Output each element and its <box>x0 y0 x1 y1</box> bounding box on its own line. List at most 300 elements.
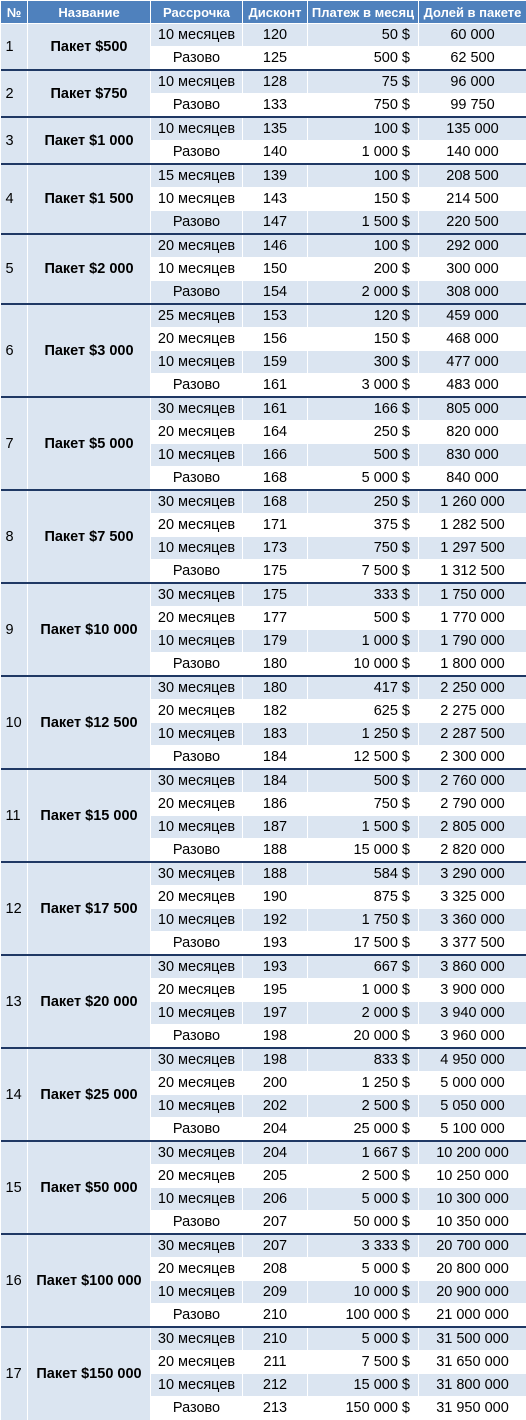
shares-count: 1 790 000 <box>419 630 526 653</box>
monthly-payment: 3 000 $ <box>308 374 419 398</box>
shares-count: 31 500 000 <box>419 1327 526 1351</box>
installment-plan: 10 месяцев <box>151 24 243 47</box>
monthly-payment: 1 667 $ <box>308 1141 419 1165</box>
discount-value: 200 <box>243 1072 308 1095</box>
monthly-payment: 5 000 $ <box>308 1188 419 1211</box>
shares-count: 805 000 <box>419 397 526 421</box>
table-row <box>1 24 526 47</box>
package-name: Пакет $12 500 <box>28 676 151 769</box>
installment-plan: 10 месяцев <box>151 444 243 467</box>
discount-value: 182 <box>243 700 308 723</box>
installment-plan: 10 месяцев <box>151 188 243 211</box>
package-name: Пакет $17 500 <box>28 862 151 955</box>
monthly-payment: 1 000 $ <box>308 979 419 1002</box>
discount-value: 184 <box>243 746 308 770</box>
installment-plan: Разово <box>151 839 243 863</box>
monthly-payment: 1 750 $ <box>308 909 419 932</box>
shares-count: 5 050 000 <box>419 1095 526 1118</box>
installment-plan: Разово <box>151 141 243 165</box>
shares-count: 483 000 <box>419 374 526 398</box>
discount-value: 210 <box>243 1304 308 1328</box>
monthly-payment: 2 000 $ <box>308 1002 419 1025</box>
shares-count: 3 940 000 <box>419 1002 526 1025</box>
table-row <box>1 234 526 258</box>
shares-count: 99 750 <box>419 94 526 118</box>
discount-value: 207 <box>243 1211 308 1235</box>
monthly-payment: 3 333 $ <box>308 1234 419 1258</box>
installment-plan: Разово <box>151 653 243 677</box>
table-row <box>1 1234 526 1258</box>
installment-plan: Разово <box>151 1211 243 1235</box>
shares-count: 20 700 000 <box>419 1234 526 1258</box>
discount-value: 198 <box>243 1048 308 1072</box>
discount-value: 173 <box>243 537 308 560</box>
discount-value: 175 <box>243 583 308 607</box>
header-row <box>1 1 526 24</box>
installment-plan: Разово <box>151 560 243 584</box>
shares-count: 2 287 500 <box>419 723 526 746</box>
discount-value: 188 <box>243 839 308 863</box>
package-name: Пакет $25 000 <box>28 1048 151 1141</box>
shares-count: 20 900 000 <box>419 1281 526 1304</box>
package-name: Пакет $150 000 <box>28 1327 151 1420</box>
package-number: 11 <box>1 769 28 862</box>
discount-value: 198 <box>243 1025 308 1049</box>
monthly-payment: 120 $ <box>308 304 419 328</box>
discount-value: 135 <box>243 117 308 141</box>
shares-count: 3 290 000 <box>419 862 526 886</box>
shares-count: 2 820 000 <box>419 839 526 863</box>
discount-value: 192 <box>243 909 308 932</box>
discount-value: 179 <box>243 630 308 653</box>
discount-value: 187 <box>243 816 308 839</box>
table-row <box>1 769 526 793</box>
header-num: № <box>1 1 28 24</box>
package-number: 10 <box>1 676 28 769</box>
shares-count: 220 500 <box>419 211 526 235</box>
discount-value: 154 <box>243 281 308 305</box>
discount-value: 209 <box>243 1281 308 1304</box>
monthly-payment: 100 000 $ <box>308 1304 419 1328</box>
shares-count: 3 960 000 <box>419 1025 526 1049</box>
shares-count: 292 000 <box>419 234 526 258</box>
discount-value: 147 <box>243 211 308 235</box>
table-row <box>1 1327 526 1351</box>
table-row <box>1 1141 526 1165</box>
shares-count: 1 312 500 <box>419 560 526 584</box>
installment-plan: 10 месяцев <box>151 1188 243 1211</box>
monthly-payment: 50 $ <box>308 24 419 47</box>
shares-count: 459 000 <box>419 304 526 328</box>
monthly-payment: 150 $ <box>308 188 419 211</box>
package-number: 4 <box>1 164 28 234</box>
monthly-payment: 300 $ <box>308 351 419 374</box>
shares-count: 20 800 000 <box>419 1258 526 1281</box>
package-number: 1 <box>1 24 28 71</box>
shares-count: 10 250 000 <box>419 1165 526 1188</box>
monthly-payment: 750 $ <box>308 793 419 816</box>
installment-plan: 20 месяцев <box>151 979 243 1002</box>
table-header <box>1 1 526 24</box>
discount-value: 208 <box>243 1258 308 1281</box>
shares-count: 31 650 000 <box>419 1351 526 1374</box>
installment-plan: 30 месяцев <box>151 955 243 979</box>
shares-count: 2 790 000 <box>419 793 526 816</box>
package-number: 5 <box>1 234 28 304</box>
shares-count: 2 805 000 <box>419 816 526 839</box>
monthly-payment: 100 $ <box>308 117 419 141</box>
package-number: 3 <box>1 117 28 164</box>
discount-value: 193 <box>243 932 308 956</box>
installment-plan: 15 месяцев <box>151 164 243 188</box>
monthly-payment: 100 $ <box>308 164 419 188</box>
table-row <box>1 117 526 141</box>
discount-value: 139 <box>243 164 308 188</box>
header-discount: Дисконт <box>243 1 308 24</box>
monthly-payment: 2 500 $ <box>308 1095 419 1118</box>
table-body <box>1 24 526 1420</box>
installment-plan: Разово <box>151 1118 243 1142</box>
installment-plan: 20 месяцев <box>151 1258 243 1281</box>
installment-plan: 10 месяцев <box>151 1095 243 1118</box>
shares-count: 21 000 000 <box>419 1304 526 1328</box>
monthly-payment: 875 $ <box>308 886 419 909</box>
installment-plan: Разово <box>151 281 243 305</box>
discount-value: 166 <box>243 444 308 467</box>
monthly-payment: 17 500 $ <box>308 932 419 956</box>
installment-plan: Разово <box>151 1025 243 1049</box>
discount-value: 156 <box>243 328 308 351</box>
monthly-payment: 833 $ <box>308 1048 419 1072</box>
table-row <box>1 304 526 328</box>
monthly-payment: 2 000 $ <box>308 281 419 305</box>
monthly-payment: 1 500 $ <box>308 211 419 235</box>
package-name: Пакет $3 000 <box>28 304 151 397</box>
installment-plan: 10 месяцев <box>151 723 243 746</box>
shares-count: 96 000 <box>419 70 526 94</box>
package-name: Пакет $7 500 <box>28 490 151 583</box>
shares-count: 3 860 000 <box>419 955 526 979</box>
shares-count: 477 000 <box>419 351 526 374</box>
installment-plan: 30 месяцев <box>151 1048 243 1072</box>
monthly-payment: 75 $ <box>308 70 419 94</box>
installment-plan: 20 месяцев <box>151 886 243 909</box>
shares-count: 60 000 <box>419 24 526 47</box>
monthly-payment: 5 000 $ <box>308 467 419 491</box>
installment-plan: 20 месяцев <box>151 1351 243 1374</box>
discount-value: 206 <box>243 1188 308 1211</box>
installment-plan: 10 месяцев <box>151 70 243 94</box>
discount-value: 168 <box>243 490 308 514</box>
installment-plan: 10 месяцев <box>151 351 243 374</box>
installment-plan: Разово <box>151 1397 243 1420</box>
installment-plan: 30 месяцев <box>151 583 243 607</box>
installment-plan: 10 месяцев <box>151 909 243 932</box>
monthly-payment: 417 $ <box>308 676 419 700</box>
installment-plan: Разово <box>151 94 243 118</box>
installment-plan: 20 месяцев <box>151 234 243 258</box>
monthly-payment: 1 250 $ <box>308 723 419 746</box>
package-name: Пакет $15 000 <box>28 769 151 862</box>
package-name: Пакет $750 <box>28 70 151 117</box>
installment-plan: 10 месяцев <box>151 630 243 653</box>
monthly-payment: 750 $ <box>308 537 419 560</box>
package-number: 7 <box>1 397 28 490</box>
discount-value: 120 <box>243 24 308 47</box>
installment-plan: 20 месяцев <box>151 1165 243 1188</box>
monthly-payment: 1 000 $ <box>308 141 419 165</box>
shares-count: 1 750 000 <box>419 583 526 607</box>
discount-value: 213 <box>243 1397 308 1420</box>
discount-value: 146 <box>243 234 308 258</box>
monthly-payment: 15 000 $ <box>308 1374 419 1397</box>
monthly-payment: 100 $ <box>308 234 419 258</box>
discount-value: 207 <box>243 1234 308 1258</box>
shares-count: 2 250 000 <box>419 676 526 700</box>
table-row <box>1 1048 526 1072</box>
monthly-payment: 750 $ <box>308 94 419 118</box>
discount-value: 184 <box>243 769 308 793</box>
discount-value: 175 <box>243 560 308 584</box>
monthly-payment: 1 500 $ <box>308 816 419 839</box>
discount-value: 186 <box>243 793 308 816</box>
shares-count: 140 000 <box>419 141 526 165</box>
installment-plan: 10 месяцев <box>151 1281 243 1304</box>
header-plan: Рассрочка <box>151 1 243 24</box>
shares-count: 3 900 000 <box>419 979 526 1002</box>
header-shares: Долей в пакете <box>419 1 526 24</box>
shares-count: 1 260 000 <box>419 490 526 514</box>
shares-count: 1 297 500 <box>419 537 526 560</box>
monthly-payment: 5 000 $ <box>308 1327 419 1351</box>
monthly-payment: 166 $ <box>308 397 419 421</box>
discount-value: 210 <box>243 1327 308 1351</box>
shares-count: 2 300 000 <box>419 746 526 770</box>
monthly-payment: 10 000 $ <box>308 1281 419 1304</box>
discount-value: 159 <box>243 351 308 374</box>
installment-plan: 30 месяцев <box>151 769 243 793</box>
package-name: Пакет $2 000 <box>28 234 151 304</box>
monthly-payment: 333 $ <box>308 583 419 607</box>
package-number: 14 <box>1 1048 28 1141</box>
monthly-payment: 12 500 $ <box>308 746 419 770</box>
shares-count: 5 000 000 <box>419 1072 526 1095</box>
table-row <box>1 955 526 979</box>
package-number: 9 <box>1 583 28 676</box>
monthly-payment: 500 $ <box>308 769 419 793</box>
header-name: Название <box>28 1 151 24</box>
shares-count: 3 325 000 <box>419 886 526 909</box>
table-row <box>1 583 526 607</box>
monthly-payment: 1 250 $ <box>308 1072 419 1095</box>
discount-value: 202 <box>243 1095 308 1118</box>
shares-count: 2 275 000 <box>419 700 526 723</box>
installment-plan: 10 месяцев <box>151 117 243 141</box>
installment-plan: Разово <box>151 932 243 956</box>
shares-count: 208 500 <box>419 164 526 188</box>
discount-value: 204 <box>243 1118 308 1142</box>
shares-count: 10 200 000 <box>419 1141 526 1165</box>
discount-value: 161 <box>243 374 308 398</box>
monthly-payment: 5 000 $ <box>308 1258 419 1281</box>
installment-plan: 30 месяцев <box>151 1327 243 1351</box>
discount-value: 171 <box>243 514 308 537</box>
discount-value: 183 <box>243 723 308 746</box>
shares-count: 1 800 000 <box>419 653 526 677</box>
installment-plan: 20 месяцев <box>151 514 243 537</box>
installment-plan: 10 месяцев <box>151 1374 243 1397</box>
discount-value: 164 <box>243 421 308 444</box>
shares-count: 3 360 000 <box>419 909 526 932</box>
installment-plan: 20 месяцев <box>151 328 243 351</box>
shares-count: 31 950 000 <box>419 1397 526 1420</box>
installment-plan: 30 месяцев <box>151 862 243 886</box>
package-name: Пакет $1 000 <box>28 117 151 164</box>
package-number: 16 <box>1 1234 28 1327</box>
shares-count: 135 000 <box>419 117 526 141</box>
header-payment: Платеж в месяц <box>308 1 419 24</box>
monthly-payment: 500 $ <box>308 444 419 467</box>
monthly-payment: 1 000 $ <box>308 630 419 653</box>
discount-value: 180 <box>243 676 308 700</box>
package-number: 2 <box>1 70 28 117</box>
package-number: 15 <box>1 1141 28 1234</box>
installment-plan: 10 месяцев <box>151 1002 243 1025</box>
discount-value: 211 <box>243 1351 308 1374</box>
installment-plan: 10 месяцев <box>151 537 243 560</box>
package-name: Пакет $500 <box>28 24 151 71</box>
installment-plan: 30 месяцев <box>151 397 243 421</box>
package-name: Пакет $5 000 <box>28 397 151 490</box>
discount-value: 125 <box>243 47 308 71</box>
installment-plan: Разово <box>151 211 243 235</box>
shares-count: 3 377 500 <box>419 932 526 956</box>
installment-plan: Разово <box>151 47 243 71</box>
table-row <box>1 676 526 700</box>
package-number: 12 <box>1 862 28 955</box>
monthly-payment: 667 $ <box>308 955 419 979</box>
discount-value: 197 <box>243 1002 308 1025</box>
shares-count: 1 282 500 <box>419 514 526 537</box>
table-row <box>1 397 526 421</box>
installment-plan: 30 месяцев <box>151 1234 243 1258</box>
monthly-payment: 150 000 $ <box>308 1397 419 1420</box>
monthly-payment: 25 000 $ <box>308 1118 419 1142</box>
discount-value: 195 <box>243 979 308 1002</box>
discount-value: 204 <box>243 1141 308 1165</box>
package-number: 6 <box>1 304 28 397</box>
monthly-payment: 10 000 $ <box>308 653 419 677</box>
discount-value: 150 <box>243 258 308 281</box>
package-name: Пакет $50 000 <box>28 1141 151 1234</box>
shares-count: 300 000 <box>419 258 526 281</box>
table-row <box>1 490 526 514</box>
table-row <box>1 70 526 94</box>
package-name: Пакет $100 000 <box>28 1234 151 1327</box>
shares-count: 214 500 <box>419 188 526 211</box>
discount-value: 193 <box>243 955 308 979</box>
package-number: 8 <box>1 490 28 583</box>
installment-plan: Разово <box>151 467 243 491</box>
shares-count: 5 100 000 <box>419 1118 526 1142</box>
installment-plan: 20 месяцев <box>151 607 243 630</box>
monthly-payment: 375 $ <box>308 514 419 537</box>
monthly-payment: 15 000 $ <box>308 839 419 863</box>
monthly-payment: 500 $ <box>308 47 419 71</box>
discount-value: 128 <box>243 70 308 94</box>
monthly-payment: 250 $ <box>308 421 419 444</box>
discount-value: 143 <box>243 188 308 211</box>
discount-value: 180 <box>243 653 308 677</box>
shares-count: 308 000 <box>419 281 526 305</box>
shares-count: 10 300 000 <box>419 1188 526 1211</box>
shares-count: 31 800 000 <box>419 1374 526 1397</box>
shares-count: 840 000 <box>419 467 526 491</box>
installment-plan: Разово <box>151 1304 243 1328</box>
discount-value: 161 <box>243 397 308 421</box>
table-row <box>1 862 526 886</box>
monthly-payment: 200 $ <box>308 258 419 281</box>
monthly-payment: 150 $ <box>308 328 419 351</box>
installment-plan: Разово <box>151 374 243 398</box>
installment-plan: 20 месяцев <box>151 1072 243 1095</box>
installment-plan: 10 месяцев <box>151 258 243 281</box>
package-number: 17 <box>1 1327 28 1420</box>
monthly-payment: 20 000 $ <box>308 1025 419 1049</box>
installment-plan: 10 месяцев <box>151 816 243 839</box>
package-name: Пакет $1 500 <box>28 164 151 234</box>
monthly-payment: 250 $ <box>308 490 419 514</box>
monthly-payment: 50 000 $ <box>308 1211 419 1235</box>
discount-value: 205 <box>243 1165 308 1188</box>
package-number: 13 <box>1 955 28 1048</box>
installment-plan: 20 месяцев <box>151 793 243 816</box>
installment-plan: 20 месяцев <box>151 421 243 444</box>
monthly-payment: 7 500 $ <box>308 560 419 584</box>
monthly-payment: 584 $ <box>308 862 419 886</box>
discount-value: 133 <box>243 94 308 118</box>
monthly-payment: 625 $ <box>308 700 419 723</box>
installment-plan: 30 месяцев <box>151 1141 243 1165</box>
shares-count: 4 950 000 <box>419 1048 526 1072</box>
package-name: Пакет $10 000 <box>28 583 151 676</box>
installment-plan: 20 месяцев <box>151 700 243 723</box>
discount-value: 188 <box>243 862 308 886</box>
discount-value: 140 <box>243 141 308 165</box>
monthly-payment: 2 500 $ <box>308 1165 419 1188</box>
discount-value: 168 <box>243 467 308 491</box>
installment-plan: 30 месяцев <box>151 676 243 700</box>
table-row <box>1 164 526 188</box>
shares-count: 830 000 <box>419 444 526 467</box>
discount-value: 177 <box>243 607 308 630</box>
discount-value: 190 <box>243 886 308 909</box>
monthly-payment: 500 $ <box>308 607 419 630</box>
package-name: Пакет $20 000 <box>28 955 151 1048</box>
discount-value: 212 <box>243 1374 308 1397</box>
shares-count: 468 000 <box>419 328 526 351</box>
shares-count: 820 000 <box>419 421 526 444</box>
installment-plan: 25 месяцев <box>151 304 243 328</box>
monthly-payment: 7 500 $ <box>308 1351 419 1374</box>
installment-plan: 30 месяцев <box>151 490 243 514</box>
discount-value: 153 <box>243 304 308 328</box>
shares-count: 1 770 000 <box>419 607 526 630</box>
shares-count: 62 500 <box>419 47 526 71</box>
shares-count: 2 760 000 <box>419 769 526 793</box>
installment-plan: Разово <box>151 746 243 770</box>
shares-count: 10 350 000 <box>419 1211 526 1235</box>
